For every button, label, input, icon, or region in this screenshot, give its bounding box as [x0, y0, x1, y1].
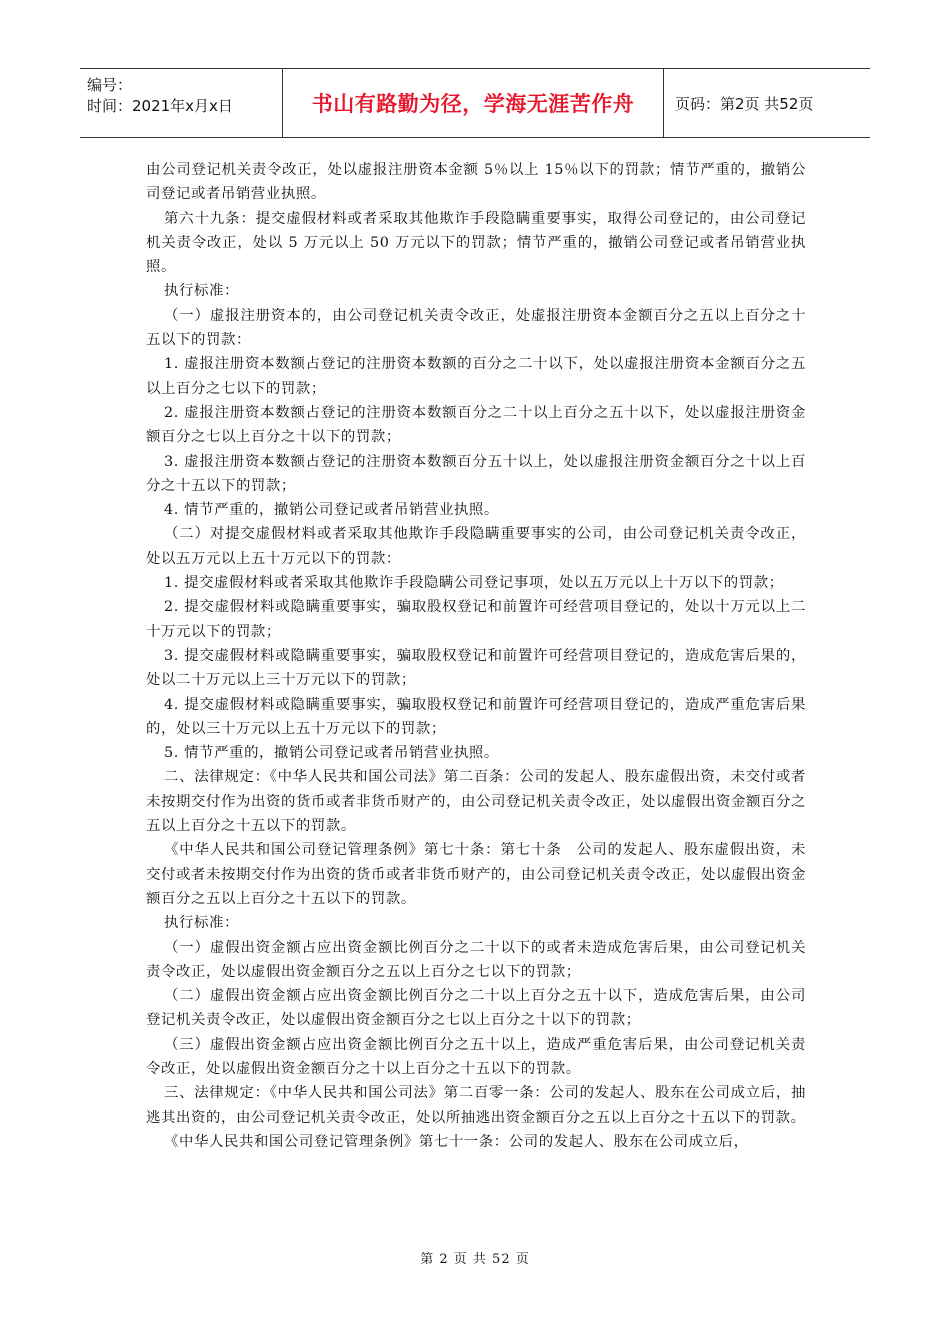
document-number-label: 编号： — [87, 76, 133, 94]
header-meta — [80, 69, 283, 137]
page-footer: 第 2 页 共 52 页 — [420, 1252, 530, 1267]
paragraph: 由公司登记机关责令改正，处以虚报注册资本金额 5％以上 15％以下的罚款；情节严重的，撤销公司登记或者吊销营业执照。 — [146, 162, 806, 203]
paragraph: 二、法律规定：《中华人民共和国公司法》第二百条：公司的发起人、股东虚假出资，未交付或者未按期交付作为出资的货币或者非货币财产的，由公司登记机关责令改正，处以虚假出资金额百分之五以上百分之十五以下的罚款。 — [146, 769, 806, 835]
paragraph: 执行标准： — [164, 915, 239, 932]
paragraph: （一）虚报注册资本的，由公司登记机关责令改正，处虚报注册资本金额百分之五以上百分之十五以下的罚款： — [146, 307, 806, 349]
paragraph: 5. 情节严重的，撤销公司登记或者吊销营业执照。 — [164, 745, 499, 762]
paragraph: 4. 提交虚假材料或隐瞒重要事实，骗取股权登记和前置许可经营项目登记的，造成严重危害后果的，处以三十万元以上五十万元以下的罚款； — [146, 696, 806, 737]
paragraph: 3. 提交虚假材料或隐瞒重要事实，骗取股权登记和前置许可经营项目登记的，造成危害后果的，处以二十万元以上三十万元以下的罚款； — [146, 647, 806, 689]
header-motto: 书山有路勤为径，学海无涯苦作舟 — [283, 69, 664, 137]
paragraph: 1. 虚报注册资本数额占登记的注册资本数额的百分之二十以下，处以虚报注册资本金额百分之五以上百分之七以下的罚款； — [146, 356, 806, 397]
paragraph: 执行标准： — [164, 283, 239, 300]
paragraph: 三、法律规定：《中华人民共和国公司法》第二百零一条：公司的发起人、股东在公司成立后，抽逃其出资的，由公司登记机关责令改正，处以所抽逃出资金额百分之五以上百分之十五以下的罚款。 — [146, 1085, 806, 1126]
paragraph: 1. 提交虚假材料或者采取其他欺诈手段隐瞒公司登记事项，处以五万元以上十万以下的罚款； — [164, 575, 784, 592]
header-page-code: 页码：第2页 共52页 — [675, 94, 814, 113]
paragraph: （一）虚假出资金额占应出资金额比例百分之二十以下的或者未造成危害后果，由公司登记机关责令改正，处以虚假出资金额百分之五以上百分之七以下的罚款； — [146, 939, 806, 980]
paragraph: 4. 情节严重的，撤销公司登记或者吊销营业执照。 — [164, 502, 499, 519]
paragraph: 第六十九条：提交虚假材料或者采取其他欺诈手段隐瞒重要事实，取得公司登记的，由公司登记机关责令改正，处以 5 万元以上 50 万元以下的罚款；情节严重的，撤销公司登记或者吊销营业执照。 — [146, 210, 806, 276]
document-header — [80, 68, 870, 138]
paragraph: 《中华人民共和国公司登记管理条例》第七十一条：公司的发起人、股东在公司成立后， — [164, 1133, 749, 1150]
paragraph: （二）对提交虚假材料或者采取其他欺诈手段隐瞒重要事实的公司，由公司登记机关责令改正，处以五万元以上五十万元以下的罚款： — [146, 526, 806, 567]
paragraph: 《中华人民共和国公司登记管理条例》第七十条：第七十条 公司的发起人、股东虚假出资，未交付或者未按期交付作为出资的货币或者非货币财产的，由公司登记机关责令改正，处以虚假出资金额百分之五以上百分之十五以下的罚款。 — [146, 842, 806, 907]
paragraph: 3. 虚报注册资本数额占登记的注册资本数额百分五十以上，处以虚报注册资金额百分之十以上百分之十五以下的罚款； — [146, 453, 806, 494]
paragraph: （三）虚假出资金额占应出资金额比例百分之五十以上，造成严重危害后果，由公司登记机关责令改正，处以虚假出资金额百分之十以上百分之十五以下的罚款。 — [146, 1036, 806, 1077]
paragraph: 2. 提交虚假材料或隐瞒重要事实，骗取股权登记和前置许可经营项目登记的，处以十万元以上二十万元以下的罚款； — [146, 599, 806, 640]
paragraph: （二）虚假出资金额占应出资金额比例百分之二十以上百分之五十以下，造成危害后果，由公司登记机关责令改正，处以虚假出资金额百分之七以上百分之十以下的罚款； — [146, 988, 806, 1029]
document-body — [146, 158, 806, 1154]
paragraph: 2. 虚报注册资本数额占登记的注册资本数额百分之二十以上百分之五十以下，处以虚报注册资金额百分之七以上百分之十以下的罚款； — [146, 404, 806, 446]
document-time-label: 时间：2021年x月x日 — [87, 97, 233, 115]
